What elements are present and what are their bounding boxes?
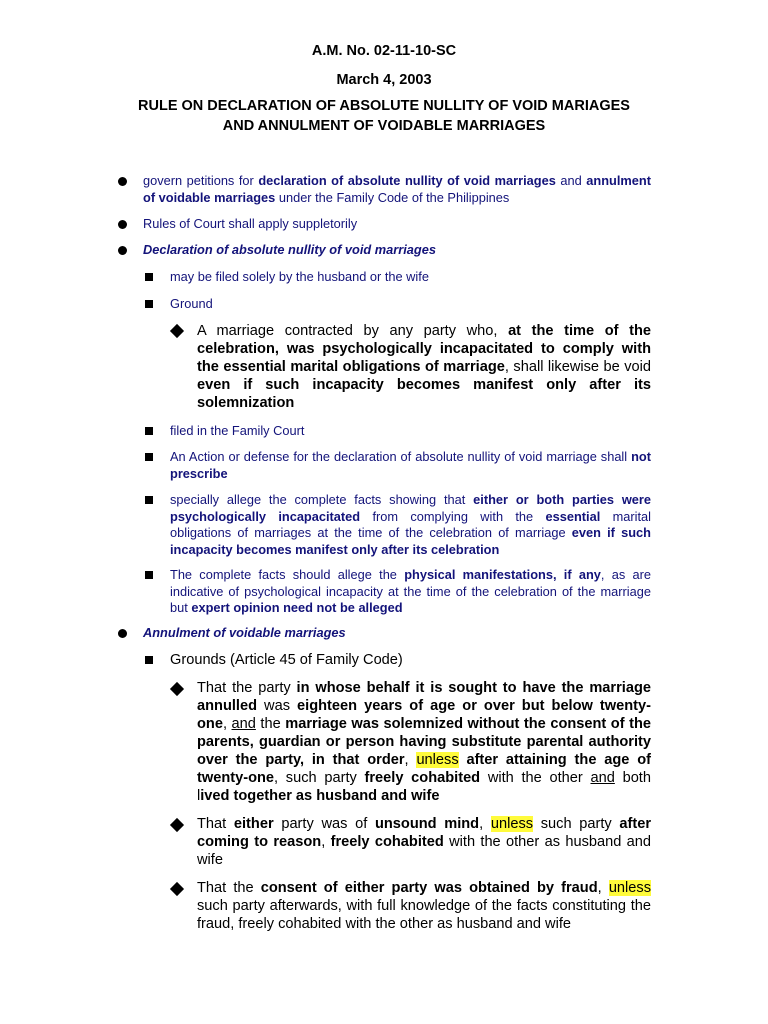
- list-item-rules-of-court: Rules of Court shall apply suppletorily: [143, 216, 358, 231]
- bullet-dot-icon: [118, 220, 127, 229]
- list-item-declaration-heading: Declaration of absolute nullity of void marriages: [143, 242, 436, 257]
- list-item-annulment-heading: Annulment of voidable marriages: [143, 625, 346, 640]
- bullet-dot-icon: [118, 246, 127, 255]
- list-item-ground-fraud: That the consent of either party was obtained by fraud, unless such party afterwards, with full knowledge of the facts constituting the fraud, freely cohabited with the other as husband and wife: [197, 880, 651, 932]
- bullet-square-icon: [145, 273, 153, 281]
- list-item-specially-allege: specially allege the complete facts showing that either or both parties were psychologically incapacitated from complying with the essential marital obligations of marriages at the time of the celebration of marriage even if such incapacity becomes manifest only after its celebration: [170, 492, 652, 557]
- bullet-dot-icon: [118, 177, 127, 186]
- document-number: A.M. No. 02-11-10-SC: [311, 43, 457, 59]
- list-item-complete-facts: The complete facts should allege the physical manifestations, if any, as are indicative of psychological incapacity at the time of the celebration of the marriage but expert opinion need not be alleged: [170, 567, 651, 615]
- document-date: March 4, 2003: [336, 72, 432, 88]
- list-item-not-prescribe: An Action or defense for the declaration of absolute nullity of void marriage shall not prescribe: [170, 449, 651, 481]
- bullet-square-icon: [145, 571, 153, 579]
- list-item-govern-petitions: govern petitions for declaration of absolute nullity of void marriages and annulment of voidable marriages under the Family Code of the Philippines: [143, 173, 651, 205]
- document-title-line-2: AND ANNULMENT OF VOIDABLE MARRIAGES: [222, 118, 546, 134]
- bullet-square-icon: [145, 300, 153, 308]
- list-item-ground: Ground: [170, 296, 213, 311]
- bullet-square-icon: [145, 656, 153, 664]
- bullet-square-icon: [145, 496, 153, 504]
- bullet-diamond-icon: [170, 324, 184, 338]
- bullet-square-icon: [145, 427, 153, 435]
- document-title-line-1: RULE ON DECLARATION OF ABSOLUTE NULLITY OF VOID MARIAGES: [138, 98, 630, 114]
- bullet-diamond-icon: [170, 682, 184, 696]
- list-item-grounds-article-45: Grounds (Article 45 of Family Code): [170, 652, 403, 668]
- bullet-dot-icon: [118, 629, 127, 638]
- list-item-family-court: filed in the Family Court: [170, 423, 305, 438]
- bullet-square-icon: [145, 453, 153, 461]
- list-item-psychological-incapacity: A marriage contracted by any party who, at the time of the celebration, was psychologically incapacitated to comply with the essential marital obligations of marriage, shall likewise be void even if such incapacity becomes manifest only after its solemnization: [197, 323, 651, 411]
- list-item-filed-by: may be filed solely by the husband or the wife: [170, 269, 429, 284]
- bullet-diamond-icon: [170, 818, 184, 832]
- list-item-ground-unsound-mind: That either party was of unsound mind, unless such party after coming to reason, freely cohabited with the other as husband and wife: [197, 816, 652, 868]
- bullet-diamond-icon: [170, 882, 184, 896]
- list-item-ground-age: That the party in whose behalf it is sought to have the marriage annulled was eighteen years of age or over but below twenty-one, and the marriage was solemnized without the consent of the parents, guardian or person having substitute parental authority over the party, in that order, unless after attaining the age of twenty-one, such party freely cohabited with the other and both lived together as husband and wife: [197, 680, 652, 804]
